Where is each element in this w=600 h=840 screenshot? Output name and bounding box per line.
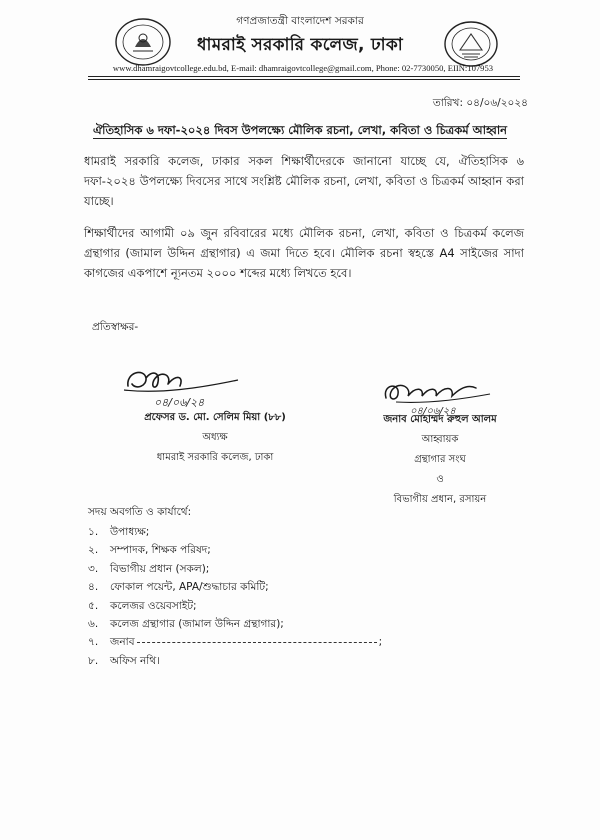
convener-conjunction: ও — [436, 474, 444, 485]
list-item: ৮. অফিস নথি। — [88, 654, 160, 667]
header-rule-thin — [88, 79, 520, 80]
convener-role: আহ্বায়ক — [421, 434, 459, 445]
list-item: ৭. জনাব ; — [88, 636, 383, 649]
list-item: ৫. কলেজর ওয়েবসাইট; — [88, 599, 197, 612]
convener-name: জনাব মোহাম্মদ রুহুল আলম — [383, 414, 497, 425]
body-paragraph-2: শিক্ষার্থীদের আগামী ০৯ জুন রবিবারের মধ্যে মৌলিক রচনা, লেখা, কবিতা ও চিত্রকর্ম কলেজ গ্রন্থাগার (জামাল উদ্দিন গ্রন্থাগার) এ জমা দিতে হবে। মৌলিক রচনা স্বহস্তে A4 সাইজের সাদা কাগজের একপাশে ন্যূনতম ২০০০ শব্দের মধ্যে লিখতে হবে। — [84, 226, 524, 280]
header-rule — [88, 76, 520, 77]
principal-signature-date: ০৪/০৬/২৪ — [154, 396, 205, 409]
college-name: ধামরাই সরকারি কলেজ, ঢাকা — [197, 35, 403, 55]
blank-fill-line — [137, 642, 377, 643]
principal-name: প্রফেসর ড. মো. সেলিম মিয়া (৮৮) — [144, 412, 286, 423]
body-paragraph-1: ধামরাই সরকারি কলেজ, ঢাকার সকল শিক্ষার্থীদেরকে জানানো যাচ্ছে যে, ঐতিহাসিক ৬ দফা-২০২৪ উপলক্ষ্যে দিবসের সাথে সংশ্লিষ্ট মৌলিক রচনা, লেখা, কবিতা ও চিত্রকর্ম আহ্বান করা যাচ্ছে। — [84, 154, 524, 208]
subject-text: ঐতিহাসিক ৬ দফা-২০২৪ দিবস উপলক্ষ্যে মৌলিক রচনা, লেখা, কবিতা ও চিত্রকর্ম আহ্বান — [92, 123, 508, 137]
principal-office: ধামরাই সরকারি কলেজ, ঢাকা — [156, 452, 274, 463]
convener-department: বিভাগীয় প্রধান, রসায়ন — [393, 494, 487, 505]
list-item: ৪. ফোকাল পয়েন্ট, APA/শুদ্ধাচার কমিটি; — [88, 581, 269, 594]
list-item: ৬. কলেজ গ্রন্থাগার (জামাল উদ্দিন গ্রন্থাগার); — [88, 617, 284, 630]
countersign-label: প্রতিস্বাক্ষর- — [92, 321, 139, 333]
distribution-list — [88, 523, 528, 670]
list-item: ১. উপাধ্যক্ষ; — [88, 526, 150, 538]
convener-signature-block — [340, 410, 540, 510]
distribution-heading: সদয় অবগতি ও কার্যার্থে: — [88, 506, 192, 518]
principal-designation: অধ্যক্ষ — [202, 432, 228, 443]
contact-line: www.dhamraigovtcollege.edu.bd, E-mail: dhamraigovtcollege@gmail.com, Phone: 02-7730050, EIIN:107953 — [112, 63, 494, 73]
subject-line — [0, 122, 600, 141]
principal-signature-icon — [120, 364, 260, 412]
list-item: ২. সম্পাদক, শিক্ষক পরিষদ; — [88, 544, 211, 557]
government-line: গণপ্রজাতন্ত্রী বাংলাদেশ সরকার — [236, 15, 364, 27]
convener-committee: গ্রন্থাগার সংঘ — [414, 454, 466, 465]
issue-date: তারিখ: ০৪/০৬/২০২৪ — [432, 97, 528, 109]
convener-signature-date: ০৪/০৬/২৪ — [410, 406, 456, 417]
principal-signature-block — [100, 408, 330, 468]
list-item: ৩. বিভাগীয় প্রধান (সকল); — [88, 562, 210, 575]
